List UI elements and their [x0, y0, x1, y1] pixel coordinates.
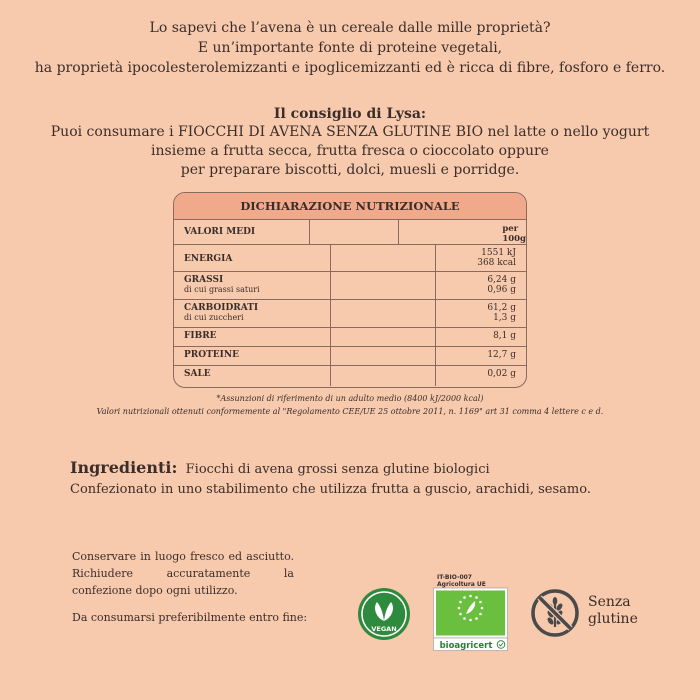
bio-code: [437, 574, 486, 588]
footnote-reference: *Assunzioni di riferimento di un adulto medio (8400 kJ/2000 kcal): [216, 394, 484, 403]
nutrition-row-energy: [174, 245, 526, 272]
col-value: per 100g: [502, 224, 526, 244]
tip-title: Il consiglio di Lysa:: [273, 106, 427, 122]
nutrition-row-fat: [174, 272, 526, 300]
nutrition-header-row: [174, 220, 526, 245]
nutrition-row-salt: [174, 366, 526, 386]
nutrient-value-2: 368 kcal: [477, 258, 516, 268]
nutrient-name: PROTEINE: [184, 350, 239, 360]
nutrient-value: 8,1 g: [493, 331, 516, 341]
nutrient-value: 12,7 g: [487, 350, 516, 360]
tip-line-2: insieme a frutta secca, frutta fresca o cioccolato oppure: [151, 143, 549, 159]
nutrient-value-2: 0,96 g: [487, 285, 516, 295]
intro-line-1: Lo sapevi che l’avena è un cereale dalle mille proprietà?: [149, 20, 551, 36]
nutrient-name: FIBRE: [184, 331, 217, 341]
col-label: VALORI MEDI: [184, 227, 256, 237]
storage-text: Conservare in luogo fresco ed asciutto. Richiudere accuratamente la confezione dopo ogni utilizzo.: [72, 550, 294, 597]
nutrition-table: [173, 192, 527, 388]
gluten-free-icon: [529, 587, 581, 639]
nutrient-value-2: 1,3 g: [493, 313, 516, 323]
nutrient-sub: di cui grassi saturi: [184, 285, 260, 294]
allergens-text: Confezionato in uno stabilimento che utilizza frutta a guscio, arachidi, sesamo.: [70, 482, 591, 497]
nutrient-name: GRASSI: [184, 275, 224, 285]
intro-line-3: ha proprietà ipocolesterolemizzanti e ipoglicemizzanti ed è ricca di fibre, fosforo e ferro.: [34, 60, 666, 76]
vegan-logo-icon: [357, 587, 411, 641]
storage-block: [72, 548, 294, 599]
intro-line-2: E un’importante fonte di proteine vegetali,: [197, 40, 503, 56]
tip-line-3: per preparare biscotti, dolci, muesli e porridge.: [180, 162, 520, 178]
nutrition-row-fibre: [174, 328, 526, 347]
nutrient-value: 1551 kJ: [481, 248, 516, 258]
nutrient-sub: di cui zuccheri: [184, 313, 244, 322]
ingredients-block: [70, 458, 591, 500]
nutrition-row-carbs: [174, 300, 526, 328]
vegan-label: VEGAN: [371, 625, 397, 633]
nutrition-title: DICHIARAZIONE NUTRIZIONALE: [174, 193, 526, 220]
best-before-text: Da consumarsi preferibilmente entro fine:: [72, 611, 308, 624]
nutrition-row-protein: [174, 347, 526, 366]
tip-text: [0, 123, 700, 180]
bio-code-1: IT-BIO-007: [437, 574, 472, 581]
bio-code-2: Agricoltura UE: [437, 581, 486, 588]
bio-brand: bioagricert: [439, 641, 493, 651]
nutrient-value: 0,02 g: [487, 369, 516, 379]
intro-text: [0, 18, 700, 78]
nutrient-value: 61,2 g: [487, 303, 516, 313]
ingredients-title: Ingredienti:: [70, 458, 178, 477]
footnote-regulation: Valori nutrizionali ottenuti conformemente al "Regolamento CEE/UE 25 ottobre 2011, n. 1169" art 31 comma 4 lettere c e d.: [96, 407, 604, 416]
gluten-free-line-2: glutine: [588, 611, 638, 627]
nutrient-name: CARBOIDRATI: [184, 303, 259, 313]
gluten-free-line-1: Senza: [588, 594, 631, 610]
nutrient-name: ENERGIA: [184, 254, 233, 264]
gluten-free-label: [588, 594, 638, 628]
nutrient-value: 6,24 g: [487, 275, 516, 285]
nutrient-name: SALE: [184, 369, 211, 379]
ingredients-text: Fiocchi di avena grossi senza glutine biologici: [185, 462, 490, 477]
tip-line-1: Puoi consumare i FIOCCHI DI AVENA SENZA GLUTINE BIO nel latte o nello yogurt: [50, 124, 650, 140]
